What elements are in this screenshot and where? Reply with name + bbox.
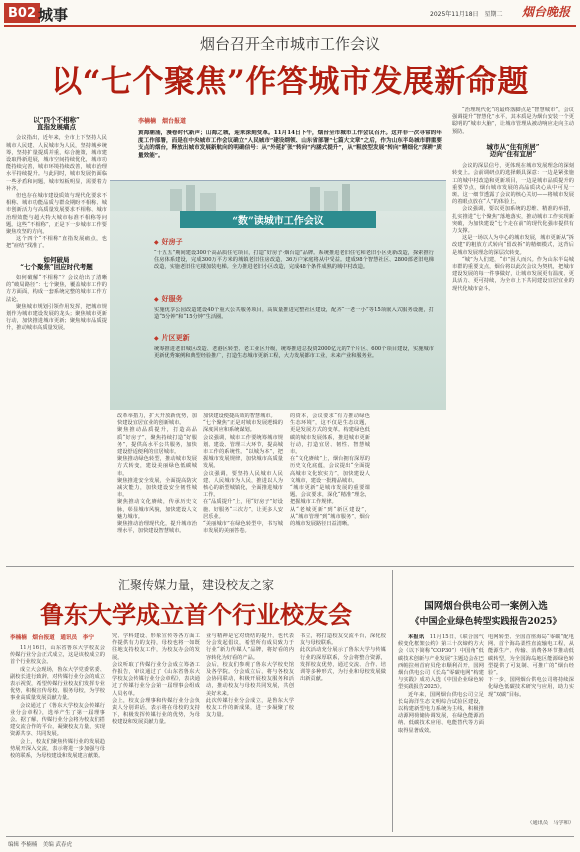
right-paragraph: “城”为人们建，“市”因人而兴。作为山东半岛城市群的重要支点，烟台将以此次会议为契机，把城市建设发展的每一件事做好，让城市发展更有温度、更具活力、更可持续，为全市上下共同建设宜居宜业的现代化城市奋斗。 (452, 256, 574, 292)
section-divider (6, 566, 574, 567)
diamond-icon: ◆ (154, 238, 159, 246)
story3-signature: （通讯员 马学和） (527, 820, 574, 826)
story2-headline: 鲁东大学成立首个行业校友会 (40, 600, 352, 629)
page-number: B02 (8, 5, 36, 21)
paper-logo: 烟台晚报 (522, 5, 571, 19)
infobox-title: “数”读城市工作会议 (232, 216, 324, 227)
section-text: 实施优享公园改造建设40个重大公共服务项目，高质量推进完整社区建设，配齐“一老一小”等15项嵌入式服务设施，打造“5分钟”和“15分钟”生活圈。 (154, 307, 434, 321)
infobox-section-district-renewal (154, 333, 434, 376)
masthead (0, 0, 580, 26)
story2-kicker: 汇聚传媒力量，建设校友之家 (117, 578, 274, 592)
column-divider (392, 570, 393, 832)
left-paragraph: 这个四个“不相称”直指发展痛点，也把“症结”找准了。 (6, 236, 107, 250)
diamond-icon: ◆ (154, 295, 159, 303)
right-paragraph: 会议的深层信号，更体现在城市发展理念的深刻转变上。会前调研点的选择颇具深意：一边是紧张施工的城中村改造和更新项目，一边是城市品质提升的重要节点，烟台城市发展的高品质决心从中可见一斑。这一细节透露了会议的核心关切——将城市发展的着眼点放在“人”的体验上。 (452, 163, 574, 206)
lead-column-4: 的资本，会议要求“有力推动绿色生态环境”，这不仅是生态议题，更是发展方式的变革。构建绿色低碳的城市发展体系，推进城市更新行动，打造宜居、韧性、智慧城市。 在“文化赓续”上，烟台拥有深厚的历史文化底蕴，会议提出“全面提高城市文化软实力”，加快建设人文城市，建设一批精品城市。 “城市更新”是城市发展的重要课题。会议要求，深化“精准”理念，把握城市工作规律。 从“老城更新”到“新区建设”，从“城市管理”到“城市服务”，烟台的城市发展路径日益清晰。 (290, 413, 370, 528)
left-subhead-2: 如何破局 “七个聚焦”回应时代考题 (20, 255, 93, 271)
right-paragraph: 会议强调，要以更加系统的思维、精准的举措，扎实推进“七个聚焦”落地落实，推动城市工作实现新突破，为加快建设“七个走在前”的现代化强市提供有力支撑。 (452, 206, 574, 235)
lead-column-2: 改革举措力，扩大开放新优势，加快建设宜居宜业的创新城市。 聚焦推动品质提升，打造高品质“好房子”，聚焦持续打造“好服务”，提供高水平公共服务，加快建设舒适便利的宜居城市。 聚焦推动绿色转型，推动城市发展方式转变，建设美丽绿色低碳城市。 聚焦推进安全发展，全面提高防灾减灾能力，加快建设安全韧性城市。 聚焦推动文化赓续，传承历史文脉，彰显城市风貌，加快建设人文魅力城市。 聚焦推动治理现代化，提升城市治理水平，加快建设智慧城市。 (117, 413, 197, 535)
masthead-rule (4, 25, 576, 27)
diamond-icon: ◆ (154, 334, 159, 342)
story2-paragraph: 11月16日，山东省鲁东大学校友会传媒行业分会正式成立，这是该校成立的首个行业校友会。 (10, 645, 105, 666)
right-subhead: 城市从“住有所居” 迈向“住有宜居” (486, 142, 540, 159)
section-text: “十五五”期间建设300个高品质住宅项目，打造“好房子·烟台造”品牌。系统推进老旧住宅和老旧小区更新改造，探索推行住房体系建设，完成300万平方米的城镇老旧住房改造，36万户家庭将从中受益。建成98个智慧社区、2800部老旧电梯改造，实施老旧住宅楼加装电梯。全力推进老旧小区改造，完成48个条件成熟的城中村改造。 (154, 250, 434, 271)
right-paragraph: 这是一场以人为中心的城市发展，城市更新从“拆改建”的粗放方式转向“留改拆”的精细模式，这背后是城市发展理念的深层次转变。 (452, 235, 574, 256)
story3-headline-line1: 国网烟台供电公司一案例入选 (424, 601, 548, 612)
story3-paragraph (398, 634, 484, 692)
story2-column-2: 究、学科建设、形象宣传等各方面工作提供有力的支持，母校也将一如既往地支持校友工作，为校友办会的发展。 会议听取了传媒行业分会成立筹备工作报告，审议通过了《山东省鲁东大学校友会传媒行业分会章程》，表决通过了传媒行业分会第一届理事会组成人员名单。 会上，校友会理事和传媒行业分会负责人分别讲话，表示将在母校的支持下，积极发挥传媒行业的优势，为母校建设和发展贡献力量。 (112, 633, 200, 726)
left-paragraph: 但也存在城市建设质效与现代化要求不相称、城市功能品质与群众期盼不相称、城市创新活力与高质量发展要求不相称、城市治理效能与超大特大城市标准不相称等问题。这些“不相称”，正是下一步城市工作要聚焦攻坚的方向。 (6, 193, 107, 236)
issue-date: 2025年11月18日 星期二 (430, 11, 503, 18)
left-paragraph: 会议指出，近年来，全市上下坚持人民城市人民建、人民城市为人民，坚持城乡统筹，坚持扩量提质并重，综合施策，城市建设取得新进展，城市空间持续优化，城市功能持续完善，城市环境持续改善，城市治理水平持续提升。与此同时，城市发展仍面临一些矛盾和问题，城市短板明显，需要着力补齐。 (6, 135, 107, 192)
infobox-section-good-housing (154, 237, 434, 294)
story3-column-1 (398, 634, 484, 831)
lead-summary: 黄海潮涌，漫卷时代新声；山海之城，迎来深刻变革。11月14日下午，烟台全市城市工作会议召开。这并非一次寻常的年度工作部署，而是在中央城市工作会议确立“人民城市”建设纲领、山东省部署“七篇大文章”之后，作为山东半岛城市群重要支点的烟台，释放出城市发展新航向的明确信号：从“外延扩张”转向“内涵式提升”，从“粗放型发展”转向“精细化”深耕“质量效能”。 (138, 130, 442, 159)
page-badge (4, 3, 40, 23)
lead-byline: 李楠楠 烟台报道 (138, 118, 187, 125)
story3-text: 11月15日，《联合国气候变化框架公约》第三十次缔约方大会（以下简称“COP30”）中国角“低碳技术创新与产业发展”主题边会在巴西帕拉州首府贝伦市顺利召开，国网烟台供电公司《长岛“零碳电网”构建与实践》成功入选《中国企业绿色转型实践报告2025》。 (398, 634, 484, 691)
footer-credits: 编辑 李楠楠 美编 武春虎 (8, 842, 72, 848)
infobox-title-bar (180, 211, 376, 228)
lead-right-column (452, 107, 574, 562)
left-paragraph: 聚焦城市规划引领作用发挥，把城市规划作为城市建设发展的龙头；聚焦城市更新行动，加快推进城市更新；聚焦城市品质提升，推动城市高质量发展。 (6, 303, 107, 332)
data-infobox (110, 180, 446, 410)
story3-paragraph: 近年来，国网烟台供电公司立足长岛海洋生态文明综合试验区建设，以构建新型电力系统为主线，积极推动源网荷储协调发展，在绿色能源消纳、低碳技术应用、电能替代等方面取得显著成效。 (398, 691, 484, 734)
section-title: 片区更新 (161, 333, 190, 342)
story2-column-1 (10, 645, 105, 831)
footer-rule (6, 836, 574, 837)
skyline-illustration (110, 181, 446, 211)
left-subhead-1: 以“四个不相称” 直指发展痛点 (33, 116, 80, 132)
section-title: 好服务 (161, 294, 183, 303)
left-paragraph: 如何破解“不相称”？会议给出了清晰的“破局路径”：七个聚焦，覆盖城市工作的方方面面，构成一套系统完整的城市工作方法论。 (6, 275, 107, 303)
story2-paragraph: 会议通过了《鲁东大学校友会传媒行业分会章程》，选举产生了第一届理事会。据了解，传媒行业分会将为校友们搭建交流合作的平台，凝聚校友力量，实现资源共享、共同发展。 (10, 702, 105, 738)
lead-column-3: 加快建设便捷高效的智慧城市。 “七个聚焦”正是对城市发展逻辑的深度回应和系统谋划。 会议强调，城市工作要统筹城市规划、建设、管理三大环节，提高城市工作的系统性。“以城为本”，把握城市发展规律，加快城市高质量发展。 会议强调，要坚持人民城市人民建、人民城市为人民，推进以人为核心的新型城镇化，全面推进城市工作。 在“品质提升”上，用“好房子”好设施、好服务“三次方”，让更多人安居乐业。 “美丽城市”在绿色转型中，书写城市发展的美丽答卷。 (203, 413, 283, 535)
right-paragraph: “治理现代化”的最终落脚点是“智慧城市”，会议强调提升“智慧化”水平，其本质是为烟台安装一个更聪明的“城市大脑”，让城市管理从被动响应走向主动预防。 (452, 107, 574, 135)
section-title: 好房子 (161, 237, 183, 246)
section-text: 统筹推进老旧城区改造、老港区转型、老工业区升级，统筹推进总投资2000亿元的7个片区、600个项目建设，实施城市更新优秀案例和典型经验推广，打造生态城市更新工程，大力发展都市工业，未来产业和服务业。 (154, 346, 434, 360)
story2-byline: 李楠楠 烟台报道 通讯员 李宁 (10, 635, 94, 641)
infobox-section-good-service (154, 294, 434, 329)
story2-column-4: 书立，将打造校友交流平台，深化校友与母校联系。 此次活动充分展示了鲁东大学与传媒行业的深厚联系，分会将整合资源，发挥校友优势，通过交流、合作、培训等多种形式，为行业和母校发展做出新贡献。 (300, 633, 386, 683)
story2-paragraph: 成立大会现场，鲁东大学党委常委、副校长进行致辞，对传媒行业分会的成立表示祝贺，希望传媒行业校友们发挥专业优势，积极宣传母校、服务母校，为学校事业高质量发展贡献力量。 (10, 666, 105, 702)
lead-kicker: 烟台召开全市城市工作会议 (199, 35, 380, 53)
story2-column-3: 业与精神是它对烧结的提升，也代表分会发起倡议，希望所有成员致力于行业“新力传媒人”品牌，将好看的内容转化为好看的产品。 会后，校友们参观了鲁东大学校史馆及各学院。分会成立后，将与各校友会协同联动，积极开展校友服务和活动，推动校友与母校共同发展，共创美好未来。 此次传媒行业分会成立，是鲁东大学校友工作的新成果，进一步凝聚了校友力量。 (206, 633, 294, 719)
lead-headline: 以“七个聚焦”作答城市发展新命题 (51, 64, 529, 100)
story2-paragraph: 会上，校友们聚焦传媒行业的发展趋势展开深入交流，表示将进一步加强与母校的联系，为母校建设和发展建言献策。 (10, 738, 105, 760)
section-name: 城事 (38, 6, 69, 24)
lead-left-column (6, 107, 107, 500)
story3-headline-line2: 《中国企业绿色转型实践报告2025》 (410, 617, 562, 627)
story3-byline: 本报讯 (408, 634, 425, 640)
story3-column-2: 电网转型、全国首座海岛“零碳”配电网、首个海岛柔性直流输电工程，从能源生产、传输、消费各环节推动低碳转型，为全国海岛地区能源绿色转型提供了可复制、可推广的“烟台经验”。 下一步，国网烟台供电公司将持续深化绿色低碳技术研究与应用，助力实现“双碳”目标。 (488, 634, 574, 698)
